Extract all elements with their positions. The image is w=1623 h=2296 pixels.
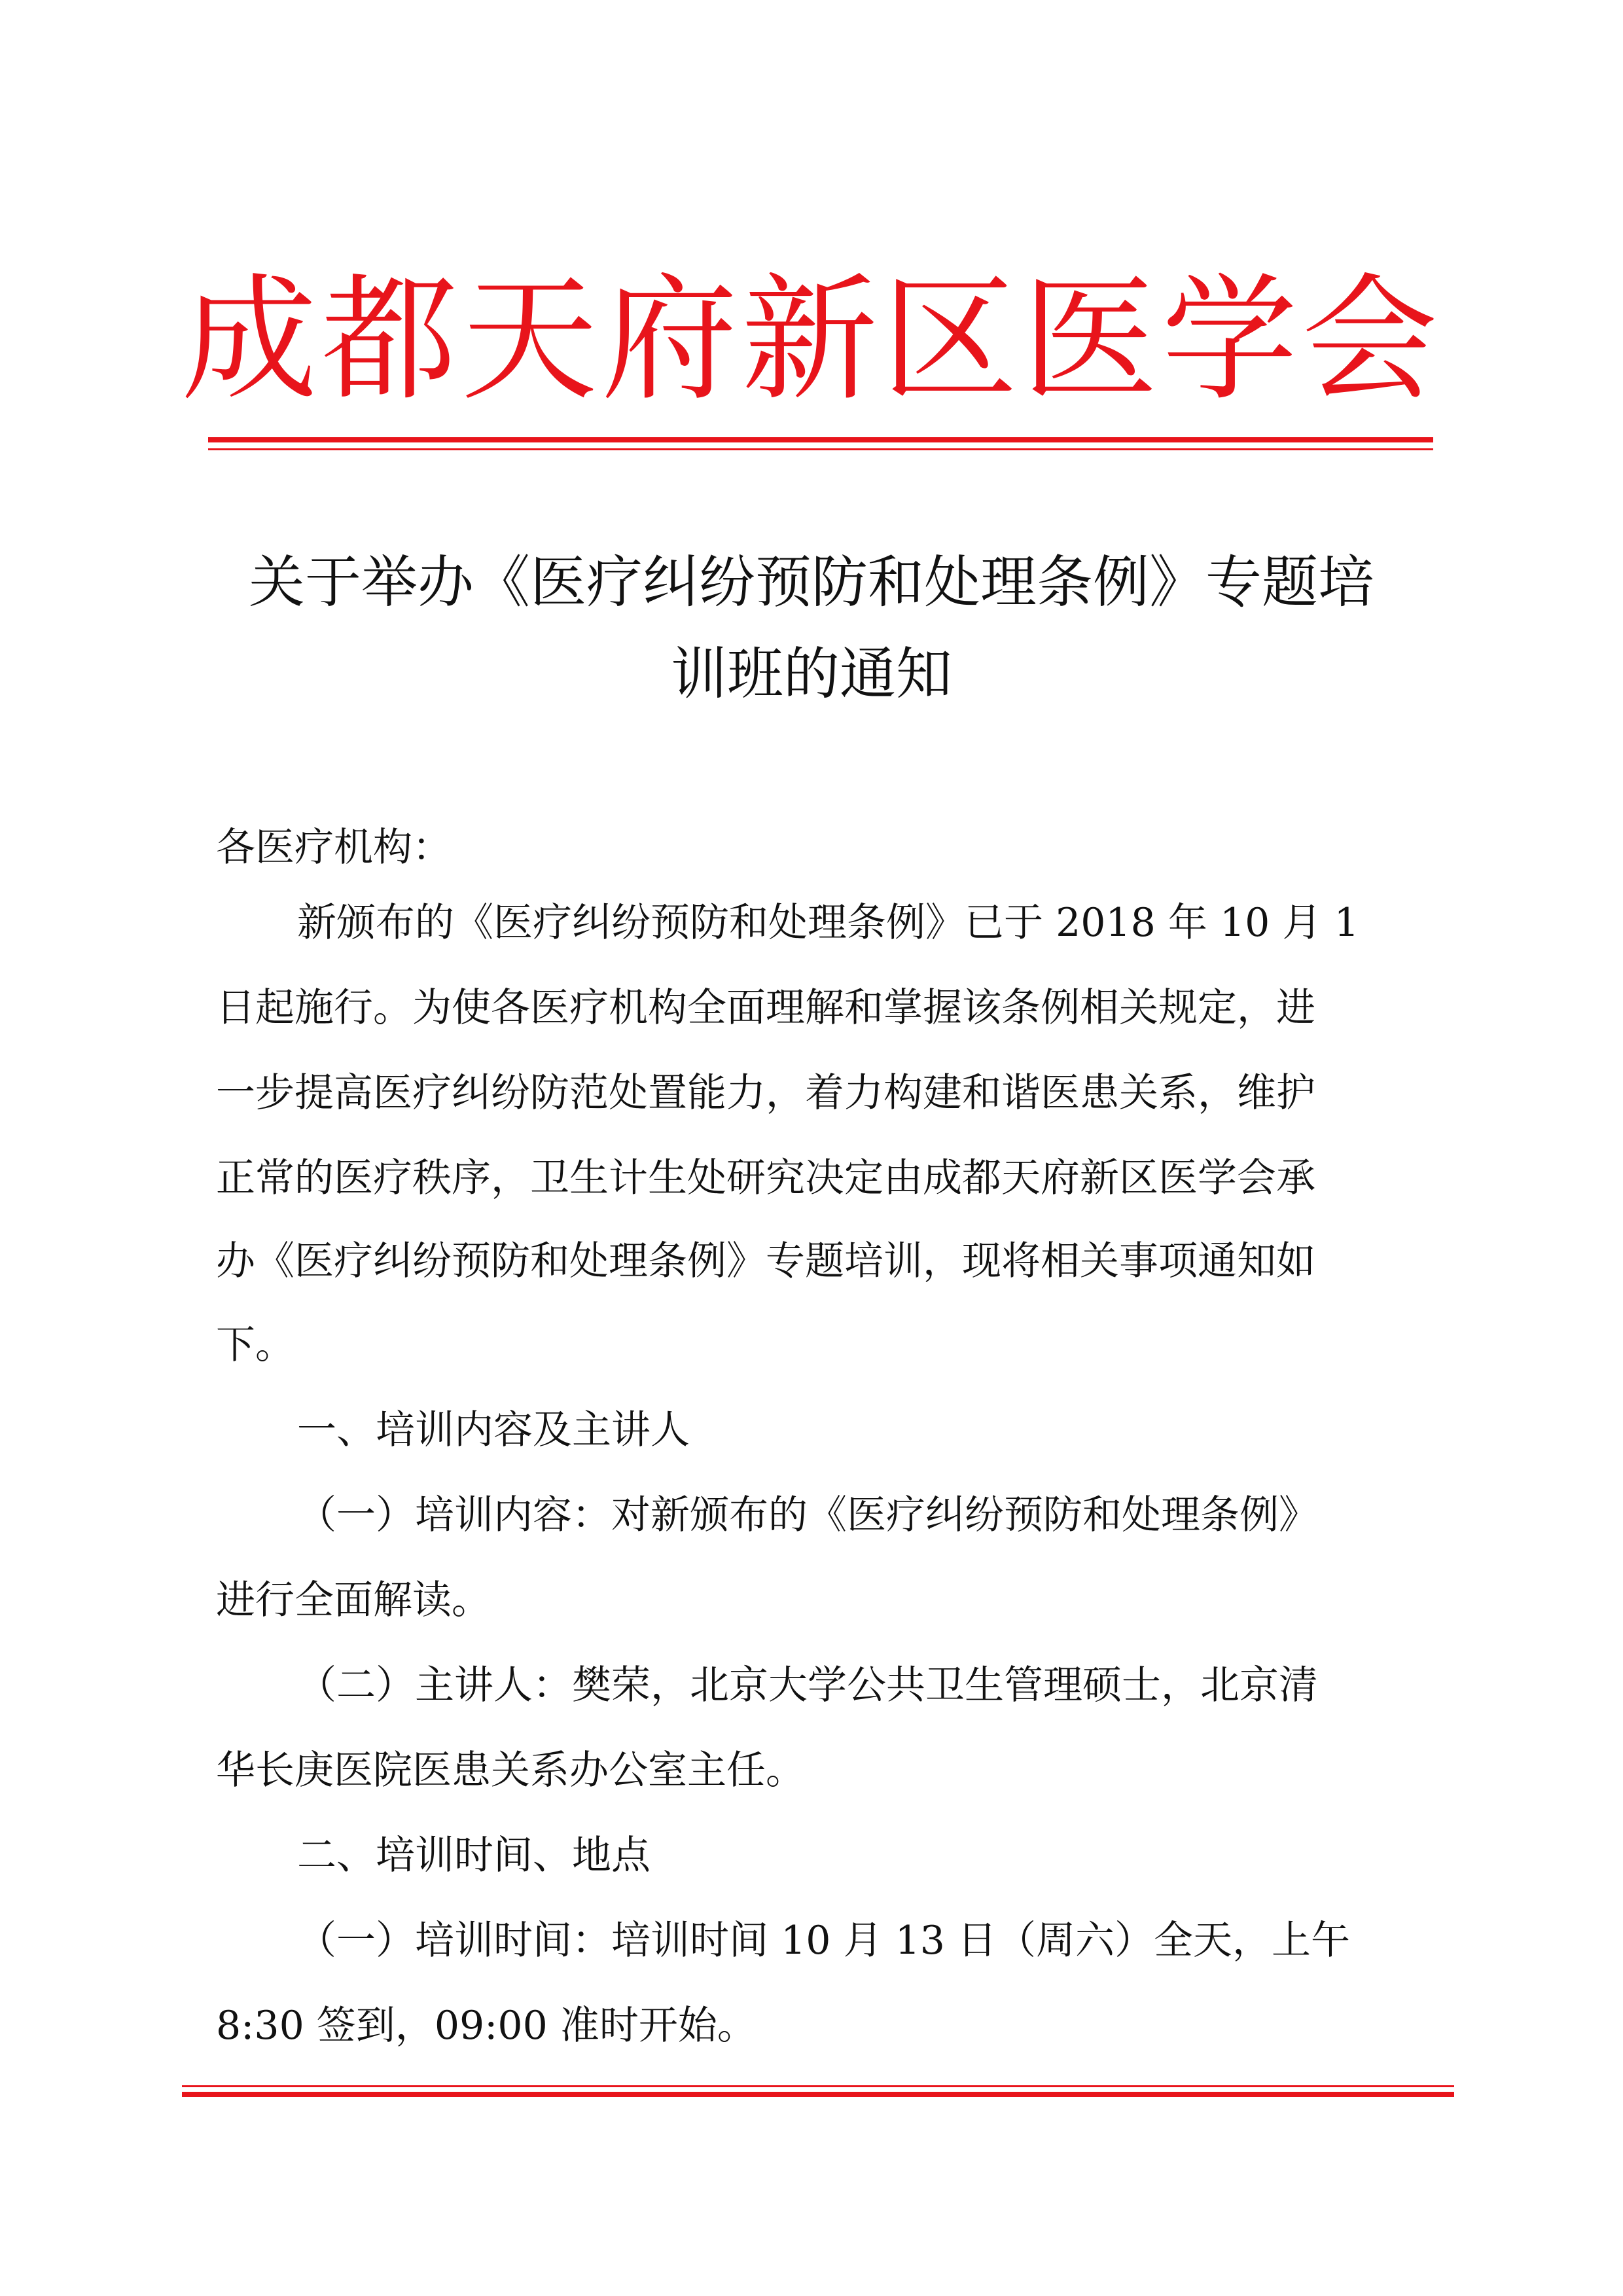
section1-heading: 一、培训内容及主讲人 [297,1407,690,1453]
intro-line-6: 下。 [216,1322,294,1368]
intro-line-3: 一步提高医疗纠纷防范处置能力，着力构建和谐医患关系，维护 [216,1070,1315,1116]
salutation: 各医疗机构： [216,825,452,870]
section1-item2-line1: （二）主讲人：樊荣，北京大学公共卫生管理硕士，北京清 [297,1662,1318,1708]
footer-rule-thin [182,2085,1454,2087]
section2-heading: 二、培训时间、地点 [297,1833,651,1878]
section1-item1-line2: 进行全面解读。 [216,1577,491,1623]
signin-time: 8:30 [216,2003,304,2049]
time-text: 日（周六）全天，上午 [944,1918,1351,1964]
header-rule-thick [208,437,1433,442]
section1-item1-line1: （一）培训内容：对新颁布的《医疗纠纷预防和处理条例》 [297,1492,1318,1538]
section1-item2-line2: 华长庚医院医患关系办公室主任。 [216,1748,805,1793]
intro-text: 年 [1155,900,1220,946]
footer-rule-thick [182,2092,1454,2097]
section2-item1-line2 [216,1983,1414,2068]
training-month: 10 [781,1918,831,1964]
time-text: 准时开始。 [547,2003,757,2049]
time-text: 月 [830,1918,895,1964]
intro-line-1 [216,880,1495,965]
intro-month: 10 [1219,900,1270,946]
intro-text: 新颁布的《医疗纠纷预防和处理条例》已于 [297,900,1056,946]
intro-year: 2018 [1056,900,1156,946]
start-time: 09:00 [434,2003,548,2049]
intro-day: 1 [1334,900,1359,946]
section2-item1-line1 [216,1898,1495,1983]
time-text: （一）培训时间：培训时间 [297,1918,781,1964]
doc-title-line1: 关于举办《医疗纠纷预防和处理条例》专题培 [249,550,1374,615]
intro-line-4: 正常的医疗秩序，卫生计生处研究决定由成都天府新区医学会承 [216,1155,1315,1201]
intro-line-5: 办《医疗纠纷预防和处理条例》专题培训，现将相关事项通知如 [216,1238,1315,1284]
intro-line-2: 日起施行。为使各医疗机构全面理解和掌握该条例相关规定，进 [216,985,1315,1031]
intro-text: 月 [1270,900,1334,946]
org-name-header: 成都天府新区医学会 [181,261,1442,420]
doc-title-line2: 训班的通知 [671,641,952,707]
training-day: 13 [895,1918,945,1964]
time-text: 签到， [304,2003,435,2049]
header-rule-thin [208,448,1433,450]
